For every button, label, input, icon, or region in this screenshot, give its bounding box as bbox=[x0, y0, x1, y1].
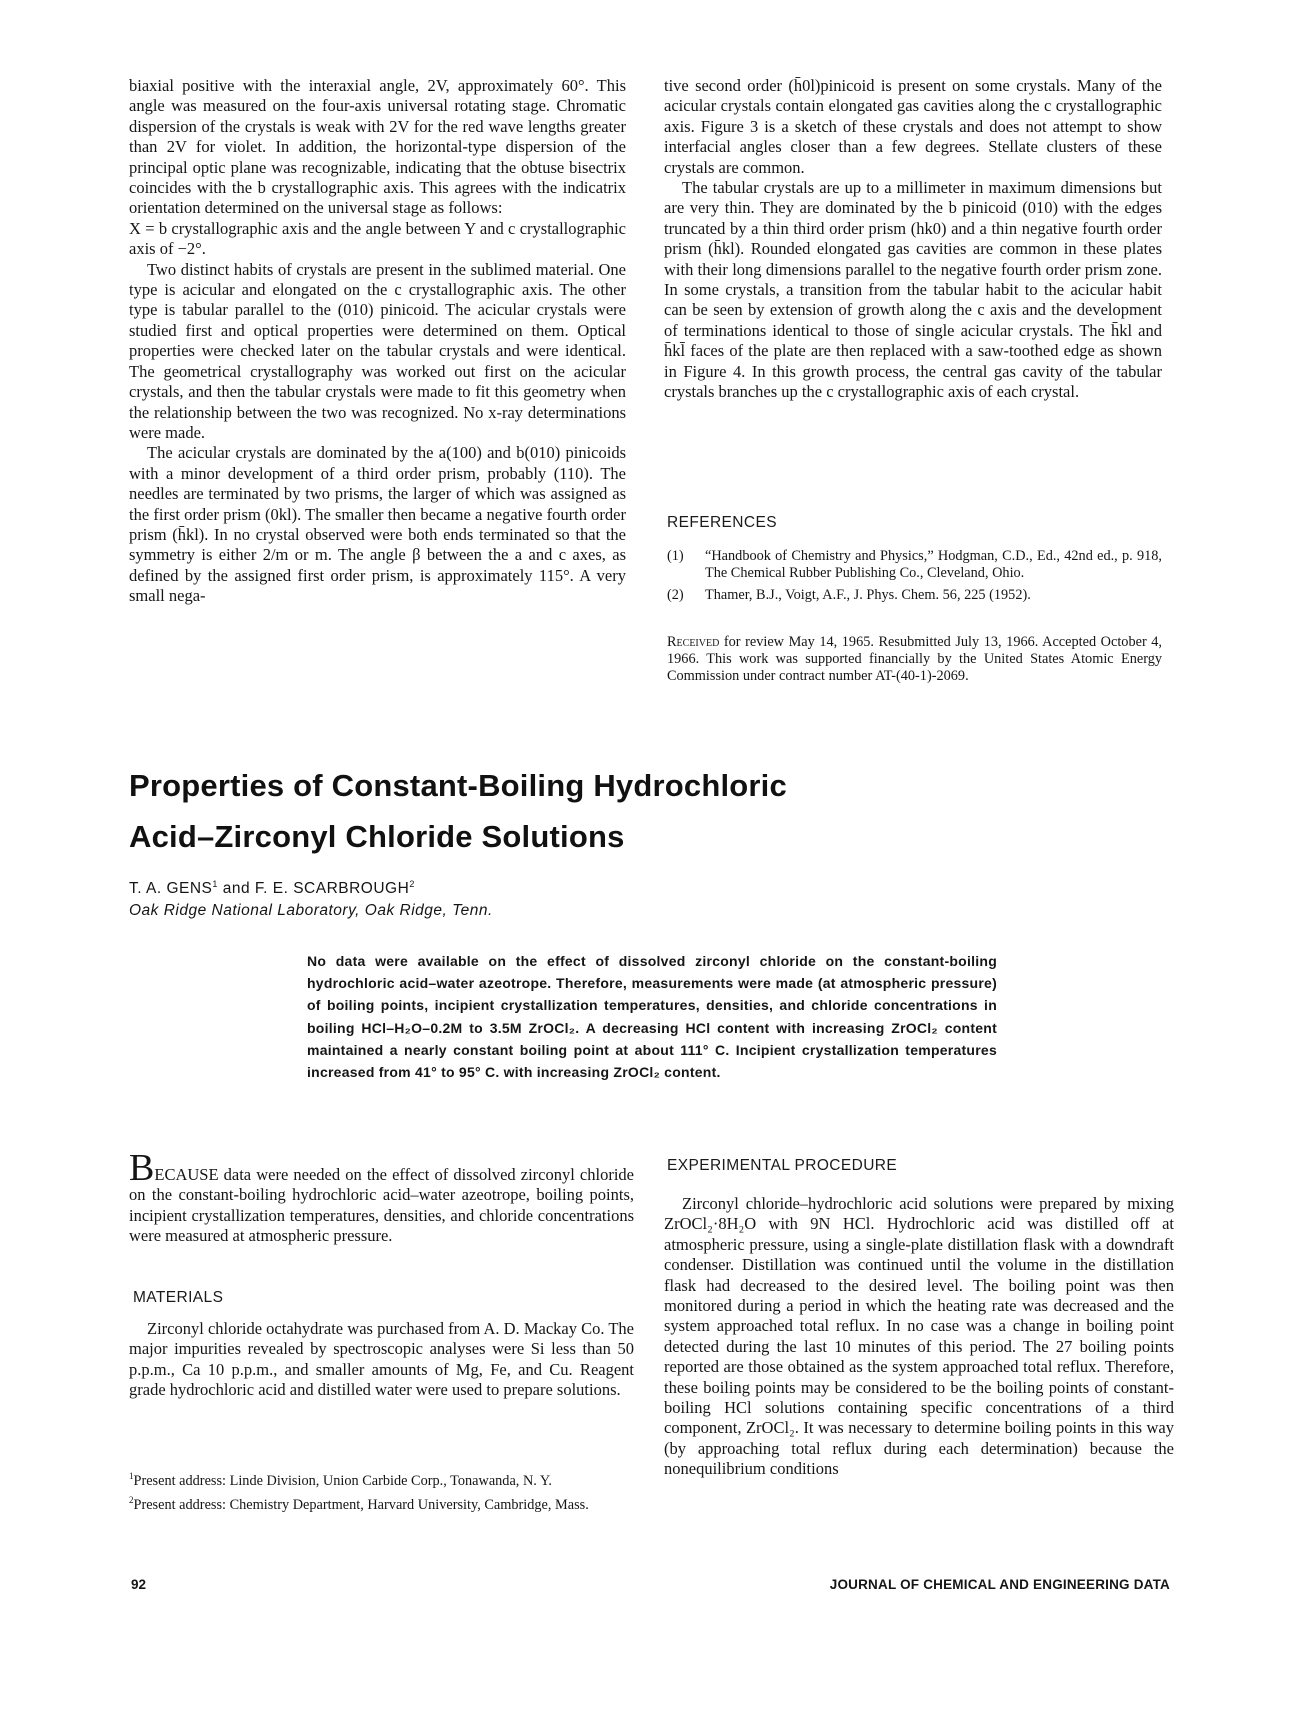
drop-cap: B bbox=[129, 1147, 155, 1189]
intro-text bbox=[129, 1147, 634, 1247]
experimental-heading: EXPERIMENTAL PROCEDURE bbox=[667, 1157, 898, 1174]
author-name: T. A. GENS bbox=[129, 880, 213, 898]
page-number: 92 bbox=[131, 1577, 147, 1592]
received-text: for review May 14, 1965. Resubmitted July 13, 1966. Accepted October 4, 1966. This work was supported financially by the United States Atomic Energy Commission under contract number AT-(40-1)-2069. bbox=[667, 634, 1162, 684]
author-footnote-mark: 1 bbox=[212, 879, 218, 889]
references-list bbox=[667, 548, 1162, 606]
author-line bbox=[129, 873, 493, 900]
reference-text: Thamer, B.J., Voigt, A.F., J. Phys. Chem. 56, 225 (1952). bbox=[705, 587, 1031, 604]
author-footnote-mark: 2 bbox=[409, 879, 415, 889]
experimental-paragraph: Zirconyl chloride–hydrochloric acid solutions were prepared by mixing ZrOCl₂·8H₂O with 9N HCl. Hydrochloric acid was distilled off at atmospheric pressure, using a single-plate distillation flask with a downdraft condenser. Distillation was continued until the volume in the distillation flask had decreased to the desired level. The boiling point was then monitored during a period in which the heating rate was decreased and the system approached total reflux. In no case was a change in boiling point detected during the last 10 minutes of this period. The 27 boiling points reported are those obtained as the system approached total reflux. Therefore, these boiling points may be considered to be the boiling points of constant-boiling HCl solutions containing specific concentrations of a third component, ZrOCl₂. It was necessary to determine boiling points in this way (by approaching total reflux during each determination) because the nonequilibrium conditions bbox=[664, 1194, 1174, 1479]
reference-item bbox=[667, 587, 1162, 604]
footnote-mark: 1 bbox=[129, 1471, 134, 1481]
title-line: Acid–Zirconyl Chloride Solutions bbox=[129, 819, 625, 854]
footnote bbox=[129, 1468, 634, 1489]
author-name: F. E. SCARBROUGH bbox=[254, 880, 410, 898]
abstract: No data were available on the effect of dissolved zirconyl chloride on the constant-boiling hydrochloric acid–water azeotrope. Therefore, measurements were made (at atmospheric pressure) of boiling points, incipient crystallization temperatures, densities, and chloride concentrations in boiling HCl–H₂O–0.2M to 3.5M ZrOCl₂. A decreasing HCl content with increasing ZrOCl₂ content maintained a nearly constant boiling point at about 111° C. Incipient crystallization temperatures increased from 41° to 95° C. with increasing ZrOCl₂ content. bbox=[307, 953, 997, 1081]
body-paragraph: Two distinct habits of crystals are present in the sublimed material. One type is acicular and elongated on the c crystallographic axis. The other type is tabular parallel to the (010) pinicoid. The acicular crystals were studied first and optical properties were determined on them. Optical properties were checked later on the tabular crystals and were identical. The geometrical crystallography was worked out first on the acicular crystals, and then the tabular crystals were made to fit this geometry when the relationship between the two was recognized. No x-ray determinations were made. bbox=[129, 259, 626, 442]
body-paragraph: tive second order (h̄0l)pinicoid is present on some crystals. Many of the acicular crystals contain elongated gas cavities along the c crystallographic axis. Figure 3 is a sketch of these crystals and does not attempt to show interfacial angles closer than a few degrees. Stellate clusters of these crystals are common. bbox=[664, 76, 1162, 177]
body-paragraph: X = b crystallographic axis and the angle between Y and c crystallographic axis of −2°. bbox=[129, 218, 626, 259]
materials-section bbox=[129, 1319, 634, 1401]
journal-name: JOURNAL OF CHEMICAL AND ENGINEERING DATA bbox=[829, 1577, 1170, 1592]
footnotes bbox=[129, 1468, 634, 1517]
materials-paragraph: Zirconyl chloride octahydrate was purchased from A. D. Mackay Co. The major impurities revealed by spectroscopic analyses were Si less than 50 p.p.m., Ca 10 p.p.m., and smaller amounts of Mg, Fe, and Cu. Reagent grade hydrochloric acid and distilled water were used to prepare solutions. bbox=[129, 1319, 634, 1400]
body-paragraph: biaxial positive with the interaxial angle, 2V, approximately 60°. This angle was measured on the four-axis universal rotating stage. Chromatic dispersion of the crystals is weak with 2V for the red wave lengths greater than 2V for violet. In addition, the horizontal-type dispersion of the principal optic plane was recognizable, indicating that the obtuse bisectrix coincides with the b crystallographic axis. This agrees with the indicatrix orientation determined on the universal stage as follows: bbox=[129, 76, 626, 218]
received-label: Received bbox=[667, 634, 720, 650]
intro-paragraph bbox=[129, 1147, 634, 1247]
reference-number: (1) bbox=[667, 548, 684, 564]
top-right-column bbox=[664, 76, 1162, 403]
footnote-mark: 2 bbox=[129, 1495, 134, 1506]
experimental-section bbox=[664, 1194, 1174, 1480]
body-paragraph: The tabular crystals are up to a millimeter in maximum dimensions but are very thin. They are dominated by the b pinicoid (010) with the edges truncated by a thin third order prism (hk0) and a thin negative fourth order prism (h̄kl). Rounded elongated gas cavities are common in these plates with their long dimensions parallel to the negative fourth order prism zone. In some crystals, a transition from the tabular habit to the acicular habit can be seen by extension of growth along the c axis and the development of terminations identical to those of single acicular crystals. The h̄kl and h̄kl̄ faces of the plate are then replaced with a saw-toothed edge as shown in Figure 4. In this growth process, the central gas cavity of the tabular crystals branches up the c crystallographic axis of each crystal. bbox=[664, 178, 1162, 402]
affiliation: Oak Ridge National Laboratory, Oak Ridge, Tenn. bbox=[129, 902, 493, 920]
received-note bbox=[667, 634, 1162, 684]
author-conjunction: and bbox=[217, 880, 255, 898]
article-title bbox=[129, 760, 787, 862]
title-line: Properties of Constant-Boiling Hydrochloric bbox=[129, 768, 787, 803]
materials-heading: MATERIALS bbox=[133, 1289, 224, 1306]
top-left-column bbox=[129, 76, 626, 607]
reference-number: (2) bbox=[667, 587, 684, 604]
footnote bbox=[129, 1492, 634, 1513]
reference-text: “Handbook of Chemistry and Physics,” Hodgman, C.D., Ed., 42nd ed., p. 918, The Chemical Rubber Publishing Co., Cleveland, Ohio. bbox=[705, 548, 1162, 581]
reference-item bbox=[667, 548, 1162, 581]
body-paragraph: The acicular crystals are dominated by the a(100) and b(010) pinicoids with a minor development of a third order prism, probably (110). The needles are terminated by two prisms, the larger of which was assigned as the first order prism (0kl). The smaller then became a negative fourth order prism (h̄kl). In no crystal observed were both ends terminated so that the symmetry is either 2/m or m. The angle β between the a and c axes, as defined by the assigned first order prism, is approximately 115°. A very small nega- bbox=[129, 443, 626, 606]
references-heading: REFERENCES bbox=[667, 514, 777, 531]
intro-smallcaps: ECAUSE bbox=[154, 1165, 219, 1184]
intro-body: data were needed on the effect of dissolved zirconyl chloride on the constant-boiling hydrochloric acid–water azeotrope, boiling points, incipient crystallization temperatures, densities, and chloride concentrations were measured at atmospheric pressure. bbox=[129, 1165, 634, 1246]
author-block bbox=[129, 873, 493, 922]
footnote-text: Present address: Chemistry Department, Harvard University, Cambridge, Mass. bbox=[133, 1497, 589, 1514]
footnote-text: Present address: Linde Division, Union Carbide Corp., Tonawanda, N. Y. bbox=[133, 1472, 552, 1489]
